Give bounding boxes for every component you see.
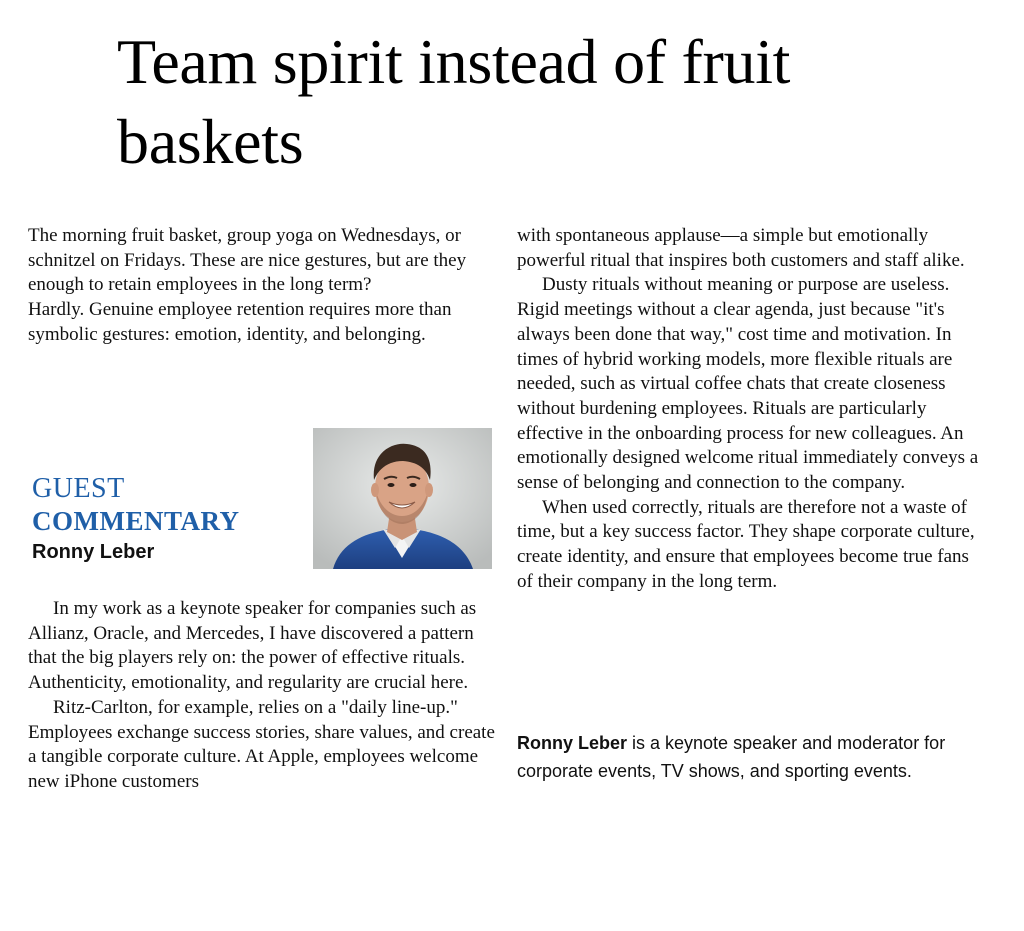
body-paragraph-2-continued: with spontaneous applause—a simple but emotionally powerful ritual that inspires both customers and staff alike.: [517, 225, 965, 271]
author-portrait: [313, 428, 492, 569]
body-paragraph-4: When used correctly, rituals are therefore not a waste of time, but a key success factor. They shape corporate culture, create identity, and ensure that employees become true fans of their company in the long term.: [517, 496, 975, 592]
intro-paragraph-1: The morning fruit basket, group yoga on Wednesdays, or schnitzel on Fridays. These are nice gestures, but are they enough to retain employees in the long term?: [28, 225, 467, 296]
guest-commentary-label: [32, 473, 302, 564]
body-column-left: [28, 597, 498, 795]
body-paragraph-1: In my work as a keynote speaker for companies such as Allianz, Oracle, and Mercedes, I have discovered a pattern that the big players rely on: the power of effective rituals. Authenticity, emotionality, and regularity are crucial here.: [28, 598, 477, 694]
guest-label-line1: GUEST: [32, 473, 125, 504]
author-bio-text: is a keynote speaker and moderator for corporate events, TV shows, and sporting events.: [517, 733, 946, 781]
body-paragraph-2: Ritz-Carlton, for example, relies on a "daily line-up." Employees exchange success stories, share values, and create a tangible corporate culture. At Apple, employees welcome new iPhone customers: [28, 696, 495, 792]
body-column-right: [517, 224, 987, 595]
author-bio-name: Ronny Leber: [517, 733, 628, 753]
intro-paragraph-2: Hardly. Genuine employee retention requires more than symbolic gestures: emotion, identity, and belonging.: [28, 299, 452, 345]
body-paragraph-3: Dusty rituals without meaning or purpose are useless. Rigid meetings without a clear agenda, just because "it's always been done that way," cost time and motivation. In times of hybrid working models, more flexible rituals are needed, such as virtual coffee chats that create closeness without burdening employees. Rituals are particularly effective in the onboarding process for new colleagues. An emotionally designed welcome ritual immediately conveys a sense of belonging and connection to the company.: [517, 274, 979, 494]
guest-label-line2: COMMENTARY: [32, 506, 240, 536]
guest-author-name: Ronny Leber: [32, 541, 155, 563]
author-portrait-image: [313, 428, 492, 569]
author-bio: [517, 729, 987, 785]
headline: Team spirit instead of fruit baskets: [117, 26, 791, 177]
intro-column: [28, 224, 498, 348]
